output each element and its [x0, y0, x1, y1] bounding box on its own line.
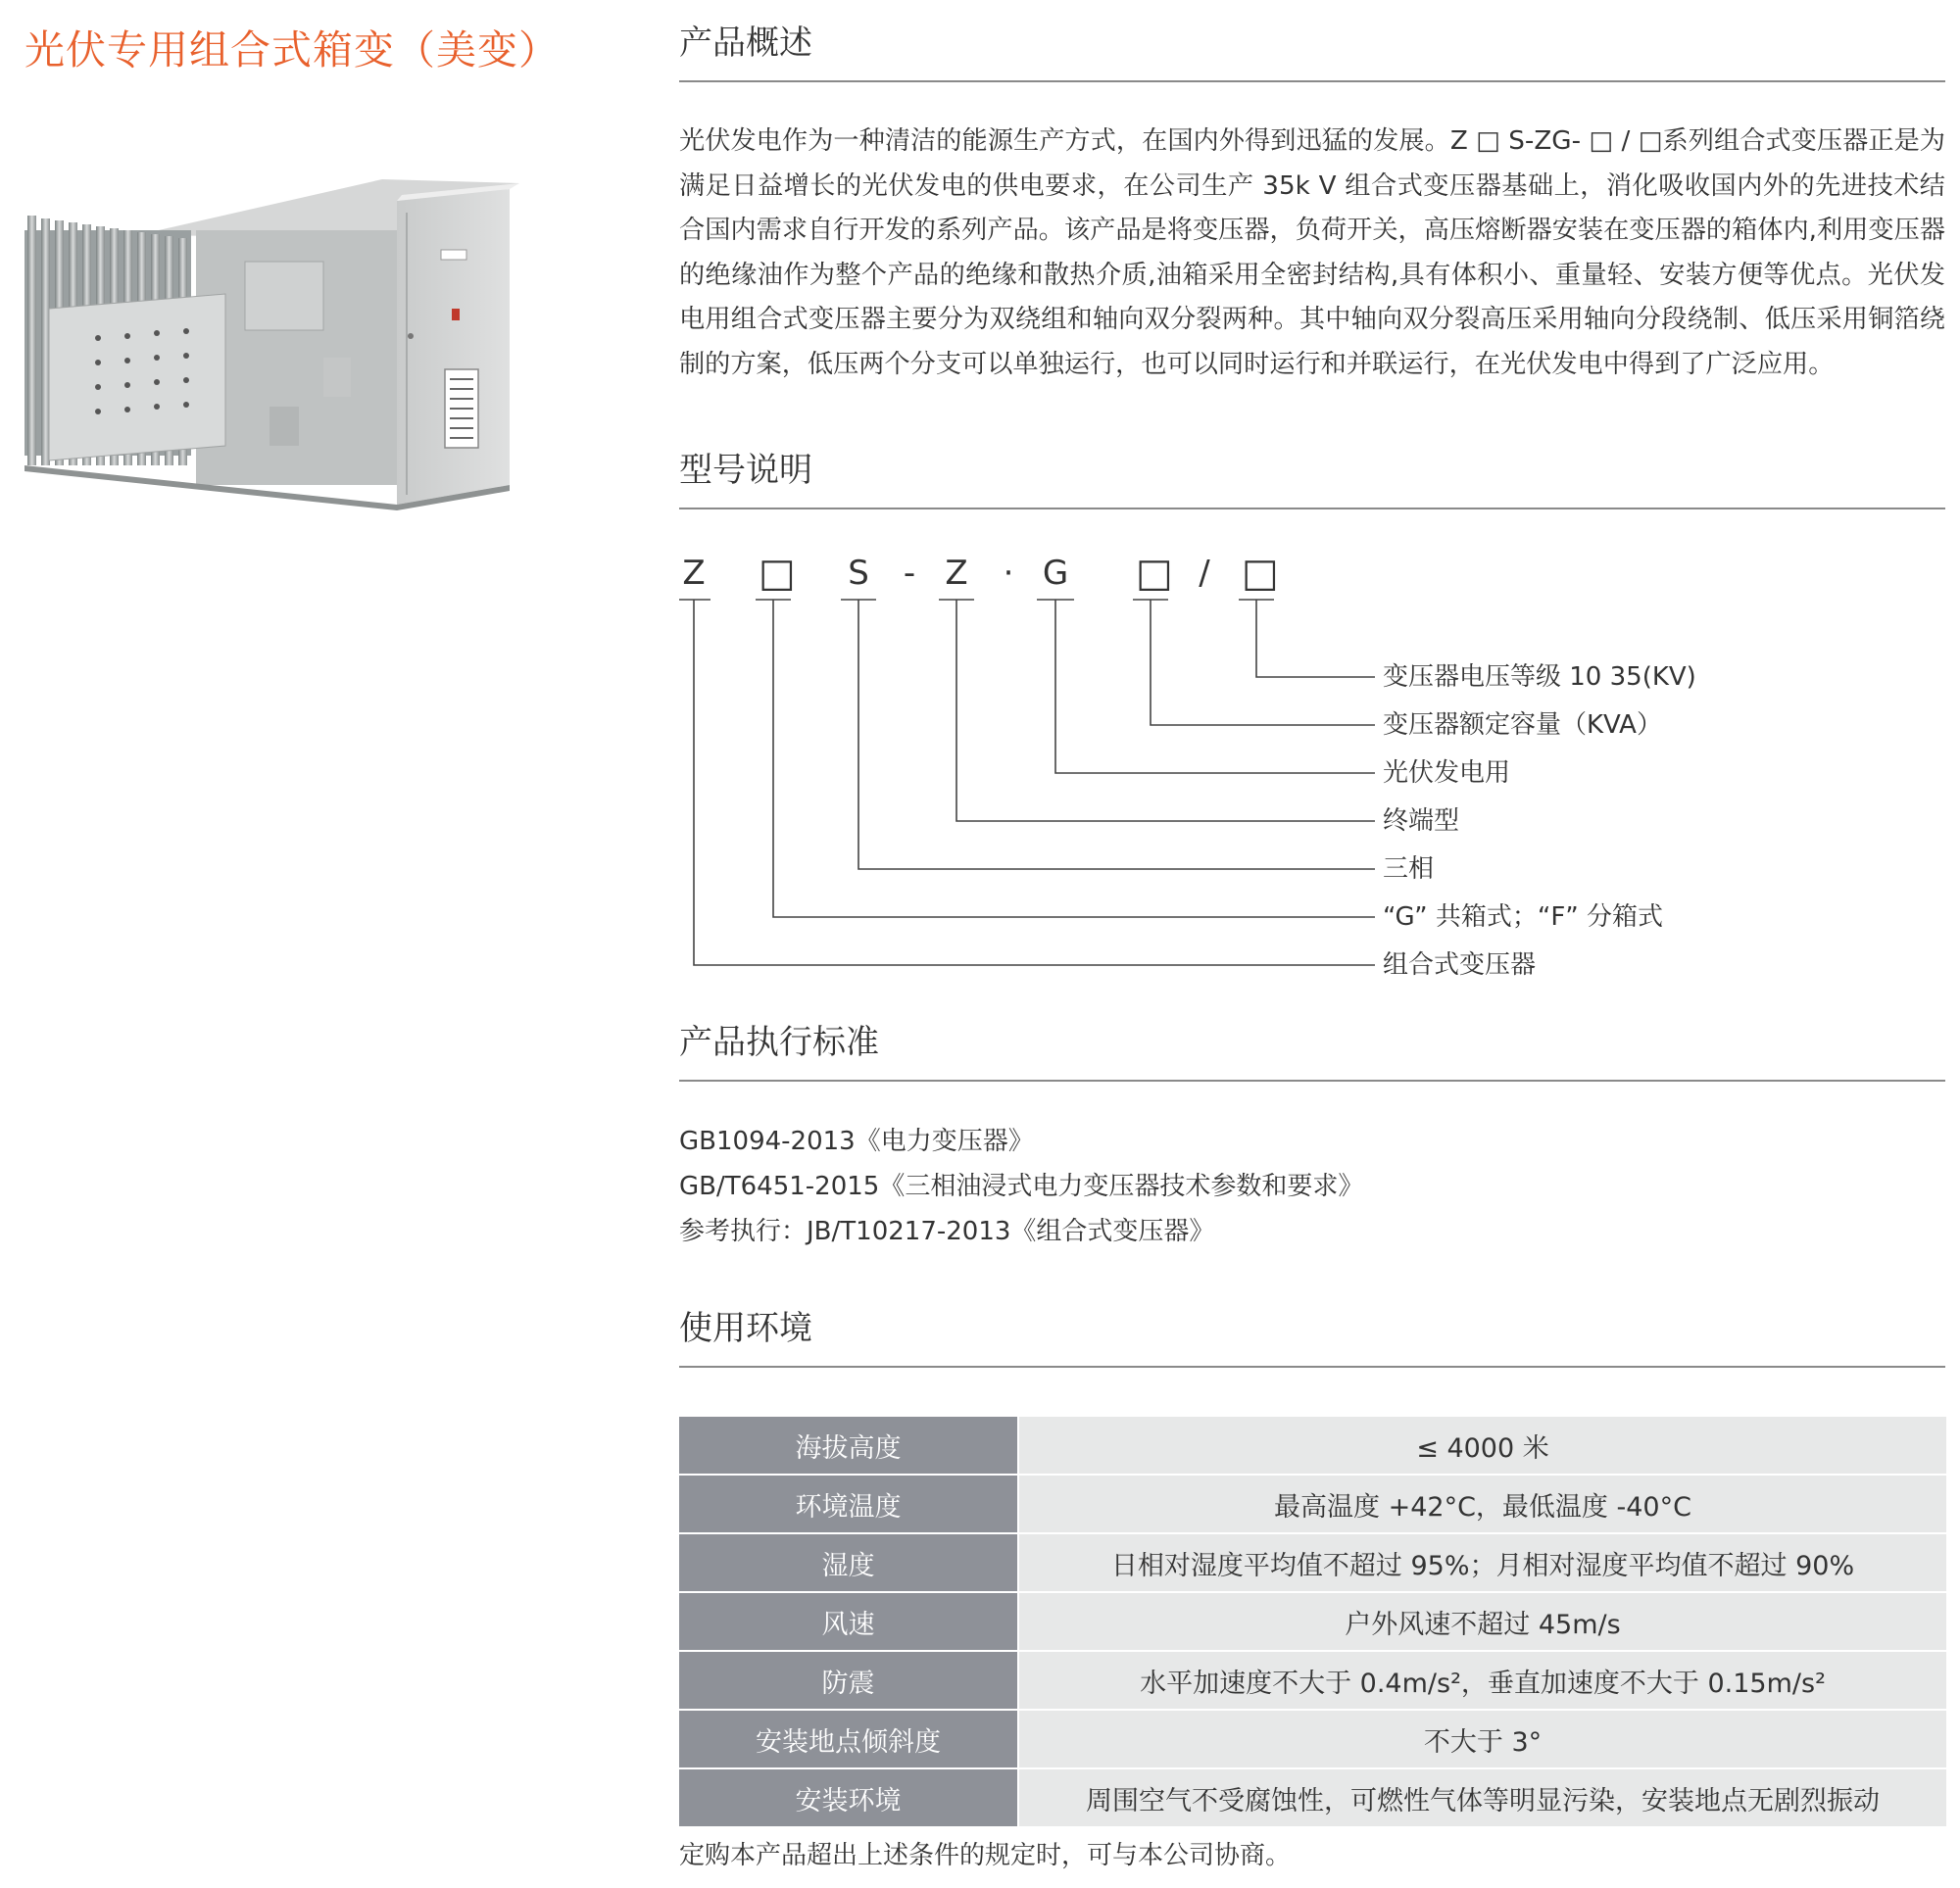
env-key-altitude: 海拔高度 [679, 1417, 1018, 1475]
env-key-humidity: 湿度 [679, 1533, 1018, 1592]
model-desc-capacity: 变压器额定容量（KVA） [1383, 710, 1662, 740]
env-value-humidity: 日相对湿度平均值不超过 95%；月相对湿度平均值不超过 90% [1018, 1533, 1946, 1592]
table-row [679, 1417, 1946, 1475]
table-row [679, 1533, 1946, 1592]
environment-table [679, 1417, 1946, 1828]
model-code-z2: Z [945, 554, 968, 593]
section-title-overview: 产品概述 [679, 16, 1945, 82]
table-row [679, 1475, 1946, 1533]
model-code-slash: / [1199, 554, 1210, 593]
standard-item: GB1094-2013《电力变压器》 [679, 1127, 1034, 1156]
model-code-box-capacity: □ [1136, 551, 1173, 596]
section-title-standards: 产品执行标准 [679, 1015, 1945, 1082]
model-code-dash: - [903, 554, 916, 593]
section-title-model: 型号说明 [679, 443, 1945, 509]
model-code-dot: · [1003, 554, 1014, 593]
section-title-environment: 使用环境 [679, 1301, 1945, 1368]
model-desc-combined: 组合式变压器 [1383, 950, 1537, 980]
model-code-g: G [1042, 554, 1069, 593]
model-code-z: Z [682, 554, 706, 593]
page-title: 光伏专用组合式箱变（美变） [24, 26, 560, 73]
env-value-seismic: 水平加速度不大于 0.4m/s²，垂直加速度不大于 0.15m/s² [1018, 1651, 1946, 1710]
model-desc-voltage: 变压器电压等级 10 35(KV) [1383, 662, 1696, 692]
env-value-install: 周围空气不受腐蚀性，可燃性气体等明显污染，安装地点无剧烈振动 [1018, 1768, 1946, 1827]
model-code-s: S [848, 554, 869, 593]
table-row [679, 1768, 1946, 1827]
model-desc-three-phase: 三相 [1383, 854, 1435, 884]
env-key-seismic: 防震 [679, 1651, 1018, 1710]
table-row [679, 1710, 1946, 1768]
env-value-wind: 户外风速不超过 45m/s [1018, 1592, 1946, 1651]
model-code-box-voltage: □ [1242, 551, 1279, 596]
overview-paragraph: 光伏发电作为一种清洁的能源生产方式，在国内外得到迅猛的发展。Z □ S-ZG- □ / □系列组合式变压器正是为满足日益增长的光伏发电的供电要求，在公司生产 35k V 组合式变压器基础上，消化吸收国内外的先进技术结合国内需求自行开发的系列产品。该产品是将变压器，负荷开关，高压熔断器安装在变压器的箱体内,利用变压器的绝缘油作为整个产品的绝缘和散热介质,油箱采用全密封结构,具有体积小、重量轻、安装方便等优点。光伏发电用组合式变压器主要分为双绕组和轴向双分裂两种。其中轴向双分裂高压采用轴向分段绕制、低压采用铜箔绕制的方案，低压两个分支可以单独运行，也可以同时运行和并联运行，在光伏发电中得到了广泛应用。 [679, 126, 1945, 379]
footer-note: 定购本产品超出上述条件的规定时，可与本公司协商。 [679, 1841, 1292, 1870]
standard-item: GB/T6451-2015《三相油浸式电力变压器技术参数和要求》 [679, 1172, 1364, 1201]
model-desc-pv: 光伏发电用 [1383, 758, 1511, 788]
env-key-tilt: 安装地点倾斜度 [679, 1710, 1018, 1768]
env-key-install: 安装环境 [679, 1768, 1018, 1827]
model-code-diagram [679, 549, 1757, 980]
table-row [679, 1651, 1946, 1710]
model-desc-box-type: “G” 共箱式；“F” 分箱式 [1383, 902, 1664, 932]
standards-list [679, 1119, 1945, 1254]
standard-item: 参考执行：JB/T10217-2013《组合式变压器》 [679, 1217, 1215, 1246]
model-code-box-type: □ [759, 551, 796, 596]
env-value-tilt: 不大于 3° [1018, 1710, 1946, 1768]
env-key-wind: 风速 [679, 1592, 1018, 1651]
env-value-altitude: ≤ 4000 米 [1018, 1417, 1946, 1475]
product-image [20, 162, 529, 514]
table-row [679, 1592, 1946, 1651]
env-value-temperature: 最高温度 +42°C，最低温度 -40°C [1018, 1475, 1946, 1533]
env-key-temperature: 环境温度 [679, 1475, 1018, 1533]
model-desc-terminal: 终端型 [1383, 806, 1460, 836]
